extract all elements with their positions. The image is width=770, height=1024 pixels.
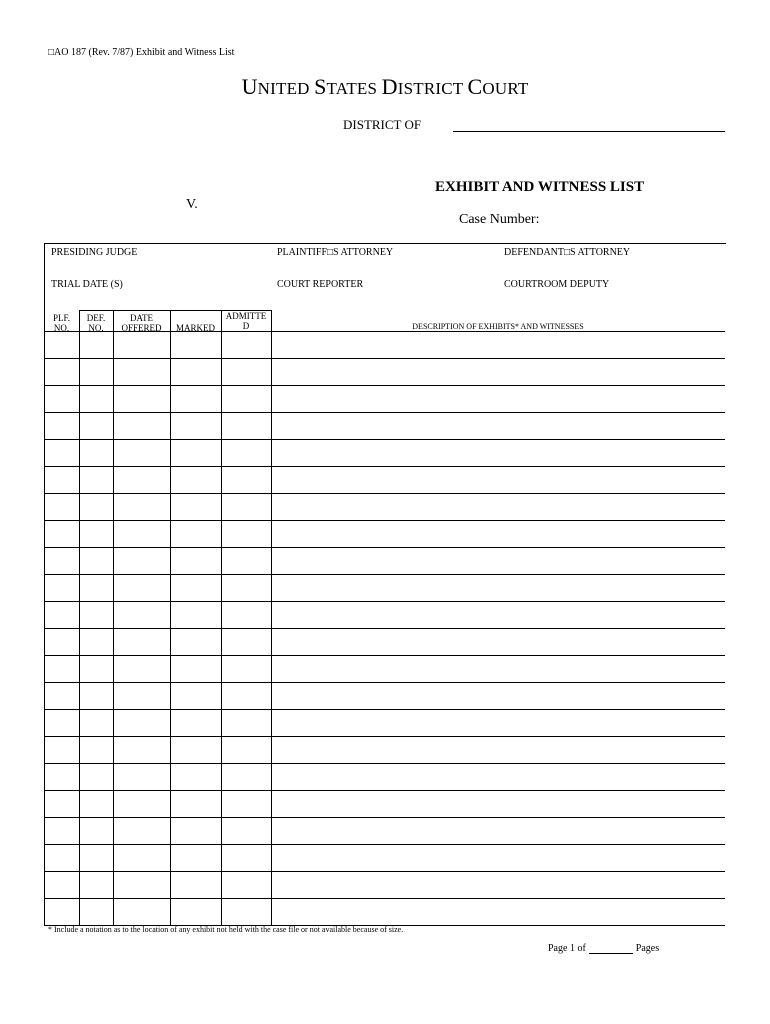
table-row-rule (44, 844, 725, 845)
table-row-rule (44, 763, 725, 764)
table-column-rule (170, 310, 171, 925)
table-row-rule (44, 601, 725, 602)
table-row-rule (44, 493, 725, 494)
table-row-rule (44, 817, 725, 818)
exhibit-table (44, 310, 725, 924)
table-row-rule (44, 871, 725, 872)
footnote: * Include a notation as to the location of any exhibit not held with the case file or not available because of size. (48, 925, 404, 934)
list-title: EXHIBIT AND WITNESS LIST (435, 179, 645, 195)
table-row-rule (44, 655, 725, 656)
district-label: DISTRICT OF (343, 117, 422, 132)
col-header-description: DESCRIPTION OF EXHIBITS* AND WITNESSES (412, 322, 584, 331)
col-header-admitted: ADMITTE D (225, 311, 267, 331)
page-suffix: Pages (635, 943, 660, 954)
district-field[interactable] (453, 131, 725, 132)
courtroom-deputy-field[interactable]: COURTROOM DEPUTY (504, 279, 610, 290)
table-row-rule (44, 790, 725, 791)
court-reporter-field[interactable]: COURT REPORTER (277, 279, 364, 290)
table-row-rule (44, 574, 725, 575)
form-identifier: □AO 187 (Rev. 7/87) Exhibit and Witness List (48, 47, 235, 58)
table-row-rule (44, 682, 725, 683)
court-title-tates: TATES (326, 79, 382, 98)
table-column-rule (113, 310, 114, 925)
court-title-ourt: OURT (482, 79, 529, 98)
page-count (548, 943, 659, 954)
table-column-rule (271, 310, 272, 925)
total-pages-field[interactable] (589, 944, 633, 954)
versus-label: V. (186, 197, 198, 212)
court-title-initial-u: U (241, 74, 258, 99)
presiding-judge-field[interactable]: PRESIDING JUDGE (51, 247, 138, 258)
defendants-attorney-field[interactable]: DEFENDANT□S ATTORNEY (504, 247, 631, 258)
table-row-rule (44, 898, 725, 899)
court-title-istrict: ISTRICT (397, 79, 468, 98)
table-row-rule (44, 358, 725, 359)
table-column-rule (79, 310, 80, 925)
court-title-nited: NITED (257, 79, 315, 98)
table-row-rule (44, 736, 725, 737)
table-row-rule (44, 385, 725, 386)
court-title-initial-c: C (467, 74, 483, 99)
court-title-initial-d: D (381, 74, 398, 99)
col-header-plf-no: PLF. NO. (52, 313, 71, 333)
col-header-marked: MARKED (175, 323, 215, 333)
court-title-initial-s: S (314, 74, 327, 99)
header-bottom-rule (44, 331, 725, 332)
table-row-rule (44, 466, 725, 467)
case-number-label: Case Number: (459, 212, 540, 227)
table-row-rule (44, 628, 725, 629)
table-row-rule (44, 547, 725, 548)
court-title (0, 74, 770, 100)
trial-dates-field[interactable]: TRIAL DATE (S) (51, 279, 123, 290)
page-prefix: Page 1 of (548, 943, 586, 954)
table-left-border (44, 310, 45, 925)
table-row-rule (44, 520, 725, 521)
col-header-def-no: DEF. NO. (86, 313, 106, 333)
plaintiffs-attorney-field[interactable]: PLAINTIFF□S ATTORNEY (277, 247, 394, 258)
table-row-rule (44, 439, 725, 440)
table-row-rule (44, 709, 725, 710)
table-row-rule (44, 412, 725, 413)
col-header-date-offered: DATE OFFERED (121, 313, 162, 333)
table-column-rule (221, 310, 222, 925)
